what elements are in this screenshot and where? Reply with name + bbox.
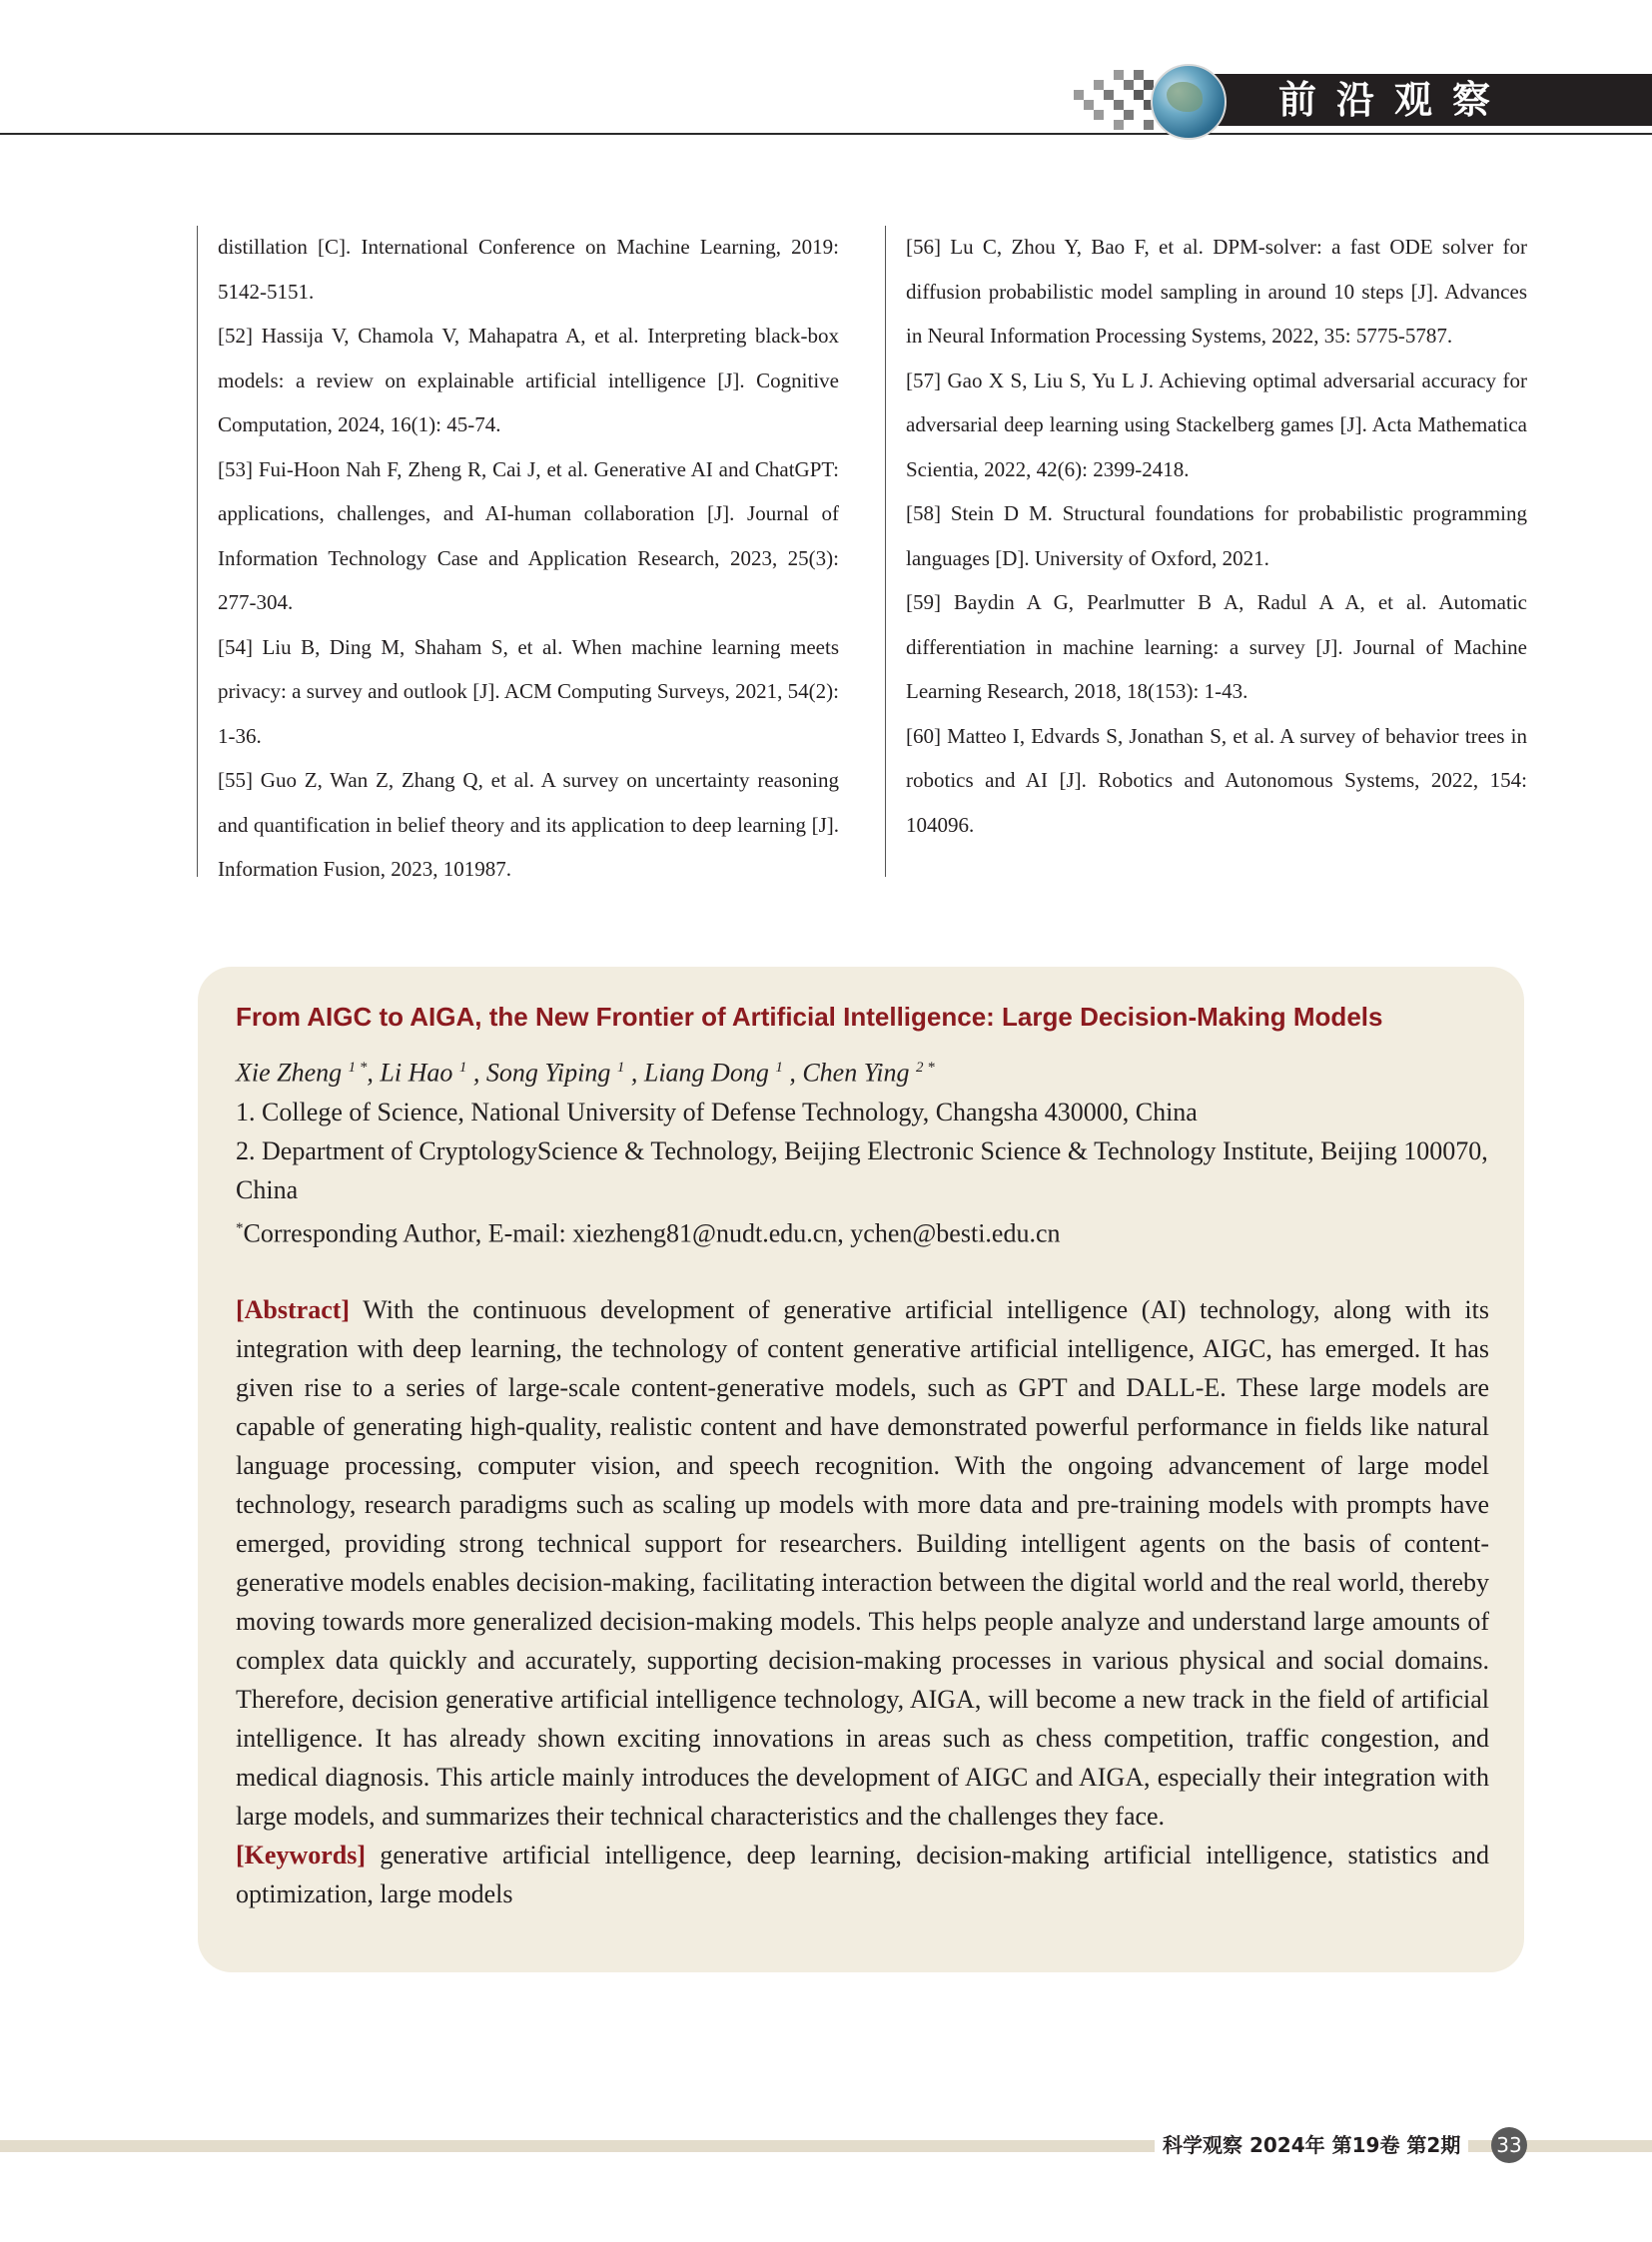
footer-journal-info (1155, 2125, 1468, 2165)
abstract-text: With the continuous development of generative artificial intelligence (AI) technology, along with its integration with deep learning, the technology of content generative artificial intelligence, AIGC, has emerged. It has given rise to a series of large-scale content-generative models, such as GPT and DALL-E. These large models are capable of generating high-quality, realistic content and have demonstrated powerful performance in fields like natural language processing, computer vision, and speech recognition. With the ongoing advancement of large model technology, research paradigms such as scaling up models with more data and pre-training models with prompts have emerged, providing strong technical support for researchers. Building intelligent agents on the basis of content-generative models enables decision-making, facilitating interaction between the digital world and the real world, thereby moving towards more generalized decision-making models. This helps people analyze and understand large amounts of complex data quickly and accurately, supporting decision-making processes in various physical and social domains. Therefore, decision generative artificial intelligence technology, AIGA, will become a new track in the field of artificial intelligence. It has already shown exciting innovations in areas such as chess competition, traffic congestion, and medical diagnosis. This article mainly introduces the development of AIGC and AIGA, especially their integration with large models, and summarizes their technical characteristics and the challenges they face. (236, 1295, 1490, 1832)
english-abstract-content (236, 999, 1489, 1913)
author-name: Chen Ying (802, 1058, 910, 1088)
reference-item: [60] Matteo I, Edvards S, Jonathan S, et al. A survey of behavior trees in robotics and AI [J]. Robotics and Autonomous Systems, 2022, 154: 104096. (906, 723, 1527, 837)
affiliation: 2. Department of CryptologyScience & Technology, Beijing Electronic Science & Technology Institute, Beijing 100070, China (236, 1135, 1488, 1204)
corresponding-mark: * (236, 1219, 244, 1236)
page-number: 33 (1491, 2127, 1527, 2163)
author-name: Liang Dong (643, 1058, 769, 1088)
journal-name: 科学观察 (1163, 2133, 1242, 2157)
author-name: Song Yiping (485, 1058, 611, 1088)
journal-year: 2024年 (1248, 2133, 1325, 2157)
author-affiliation-mark: 1 (458, 1060, 467, 1076)
author-name: Xie Zheng (236, 1058, 343, 1088)
keywords-text: generative artificial intelligence, deep learning, decision-making artificial intelligence, statistics and optimization, large models (236, 1841, 1490, 1909)
reference-item: [57] Gao X S, Liu S, Yu L J. Achieving optimal adversarial accuracy for adversarial deep learning using Stackelberg games [J]. Acta Mathematica Scientia, 2022, 42(6): 2399-2418. (906, 368, 1527, 481)
author-affiliation-mark: 2 * (915, 1060, 935, 1076)
corresponding-author-text: Corresponding Author, E-mail: xiezheng81@nudt.edu.cn, ychen@besti.edu.cn (243, 1218, 1061, 1248)
abstract-paragraph (236, 1290, 1489, 1836)
reference-item: distillation [C]. International Conference on Machine Learning, 2019: 5142-5151. (218, 235, 839, 304)
corresponding-author (236, 1209, 1489, 1253)
column-divider-left (197, 226, 198, 877)
references-right-column (906, 225, 1527, 847)
author-affiliation-mark: 1 (775, 1060, 783, 1076)
column-divider-right (885, 226, 886, 877)
keywords-paragraph (236, 1836, 1489, 1913)
reference-item: [53] Fui-Hoon Nah F, Zheng R, Cai J, et al. Generative AI and ChatGPT: applications, challenges, and AI-human collaboration [J]. Journal of Information Technology Case and Application Research, 2023, 25(3): 277-304. (218, 456, 839, 614)
journal-volume: 第19卷 (1331, 2133, 1400, 2157)
reference-item: [56] Lu C, Zhou Y, Bao F, et al. DPM-solver: a fast ODE solver for diffusion probabilistic model sampling in around 10 steps [J]. Advances in Neural Information Processing Systems, 2022, 35: 5775-5787. (906, 235, 1527, 348)
header-rule (0, 133, 1652, 135)
affiliation: 1. College of Science, National University of Defense Technology, Changsha 430000, China (236, 1097, 1198, 1126)
keywords-label: [Keywords] (236, 1841, 366, 1870)
references-left-column (218, 225, 839, 892)
author-name: Li Hao (380, 1058, 453, 1088)
journal-issue: 第2期 (1406, 2133, 1461, 2157)
section-title: 前沿观察 (1278, 78, 1511, 122)
abstract-label: [Abstract] (236, 1295, 351, 1325)
author-affiliation-mark: 1 (616, 1060, 625, 1076)
reference-item: [59] Baydin A G, Pearlmutter B A, Radul A A, et al. Automatic differentiation in machine learning: a survey [J]. Journal of Machine Learning Research, 2018, 18(153): 1-43. (906, 590, 1527, 703)
author-list: Xie Zheng $^{1 *}$, Li Hao $^1$ , Song Yiping $^1$ , Liang Dong $^1$ , Chen Ying $^{2 *}$ (236, 1058, 935, 1088)
reference-item: [52] Hassija V, Chamola V, Mahapatra A, et al. Interpreting black-box models: a review on explainable artificial intelligence [J]. Cognitive Computation, 2024, 16(1): 45-74. (218, 324, 839, 436)
reference-item: [54] Liu B, Ding M, Shaham S, et al. When machine learning meets privacy: a survey and outlook [J]. ACM Computing Surveys, 2021, 54(2): 1-36. (218, 634, 839, 748)
reference-item: [58] Stein D M. Structural foundations for probabilistic programming languages [D]. University of Oxford, 2021. (906, 501, 1527, 570)
author-affiliation-mark: 1 * (348, 1060, 368, 1076)
english-title: From AIGC to AIGA, the New Frontier of Artificial Intelligence: Large Decision-Making Models (236, 1002, 1383, 1032)
reference-item: [55] Guo Z, Wan Z, Zhang Q, et al. A survey on uncertainty reasoning and quantification in belief theory and its application to deep learning [J]. Information Fusion, 2023, 101987. (218, 768, 839, 881)
globe-icon (1151, 64, 1227, 140)
